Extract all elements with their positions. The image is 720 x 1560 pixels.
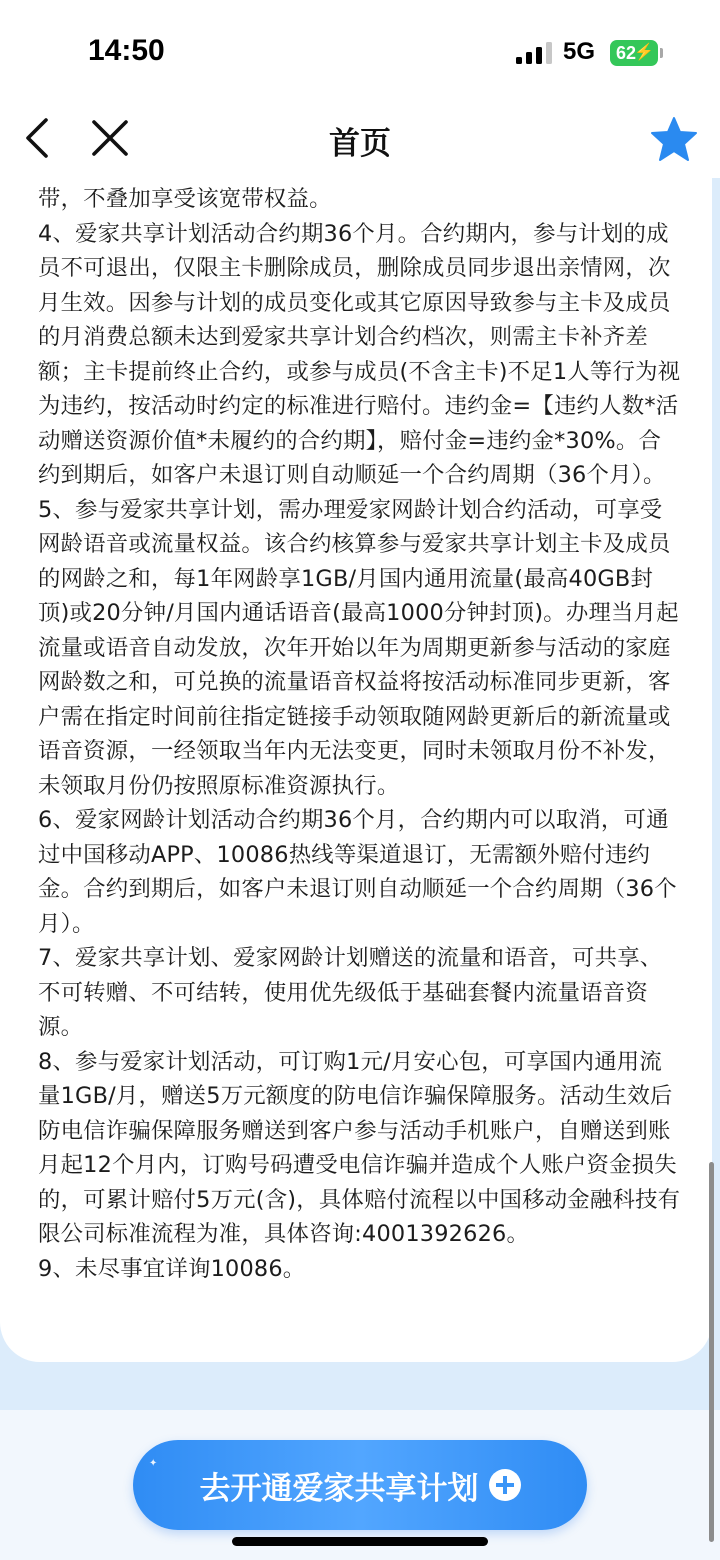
terms-paragraph-8: 8、参与爱家计划活动，可订购1元/月安心包，可享国内通用流量1GB/月，赠送5万元额度的防电信诈骗保障服务。活动生效后防电信诈骗保障服务赠送到客户参与活动手机账户，自赠送到账月起12个月内，订购号码遭受电信诈骗并造成个人账户资金损失的，可累计赔付5万元(含)，具体赔付流程以中国移动金融科技有限公司标准流程为准，具体咨询:4001392626。	[38, 1048, 681, 1247]
terms-paragraph-6: 6、爱家网龄计划活动合约期36个月，合约期内可以取消，可通过中国移动APP、10086热线等渠道退订，无需额外赔付违约金。合约到期后，如客户未退订则自动顺延一个合约周期（36个月）。	[38, 807, 677, 937]
terms-paragraph-4: 4、爱家共享计划活动合约期36个月。合约期内，参与计划的成员不可退出，仅限主卡删除成员，删除成员同步退出亲情网，次月生效。因参与计划的成员变化或其它原因导致参与主卡及成员的月消费总额未达到爱家共享计划合约档次，则需主卡补齐差额；主卡提前终止合约，或参与成员(不含主卡)不足1人等行为视为违约，按活动时约定的标准进行赔付。违约金=【违约人数*活动赠送资源价值*未履约的合约期】，赔付金=违约金*30%。合约到期后，如客户未退订则自动顺延一个合约周期（36个月）。	[38, 220, 681, 488]
terms-paragraph-1: 带，不叠加享受该宽带权益。	[38, 186, 332, 212]
terms-paragraph-7: 7、爱家共享计划、爱家网龄计划赠送的流量和语音，可共享、不可转赠、不可结转，使用优先级低于基础套餐内流量语音资源。	[38, 945, 663, 1040]
network-type: 5G	[563, 38, 596, 65]
terms-paragraph-5: 5、参与爱家共享计划，需办理爱家网龄计划合约活动，可享受网龄语音或流量权益。该合约核算参与爱家共享计划主卡及成员的网龄之和，每1年网龄享1GB/月国内通用流量(最高40GB封顶)或20分钟/月国内通话语音(最高1000分钟封顶)。办理当月起流量或语音自动发放，次年开始以年为周期更新参与活动的家庭网龄数之和，可兑换的流量语音权益将按活动标准同步更新，客户需在指定时间前往指定链接手动领取随网龄更新后的新流量或语音资源，一经领取当年内无法变更，同时未领取月份不补发，未领取月份仍按照原标准资源执行。	[38, 496, 679, 799]
page-title: 首页	[329, 126, 391, 162]
home-indicator[interactable]	[232, 1537, 488, 1546]
open-share-plan-button[interactable]	[133, 1440, 587, 1530]
charging-bolt-icon: ⚡	[634, 44, 654, 61]
battery-tip	[660, 48, 663, 58]
sparkle-icon: ✦	[149, 1458, 158, 1469]
terms-paragraph-9: 9、未尽事宜详询10086。	[38, 1255, 306, 1282]
status-time: 14:50	[88, 34, 165, 67]
signal-icon	[516, 42, 552, 64]
plus-circle-icon	[489, 1469, 521, 1501]
status-bar	[0, 0, 720, 100]
terms-card	[0, 178, 712, 1362]
nav-bar	[0, 100, 720, 178]
scrollbar[interactable]	[709, 1162, 714, 1542]
star-icon[interactable]	[650, 116, 698, 162]
cta-label: 去开通爱家共享计划	[199, 1470, 479, 1507]
battery-icon	[610, 40, 658, 66]
battery-level: 62	[616, 43, 637, 63]
terms-text	[0, 178, 712, 1286]
